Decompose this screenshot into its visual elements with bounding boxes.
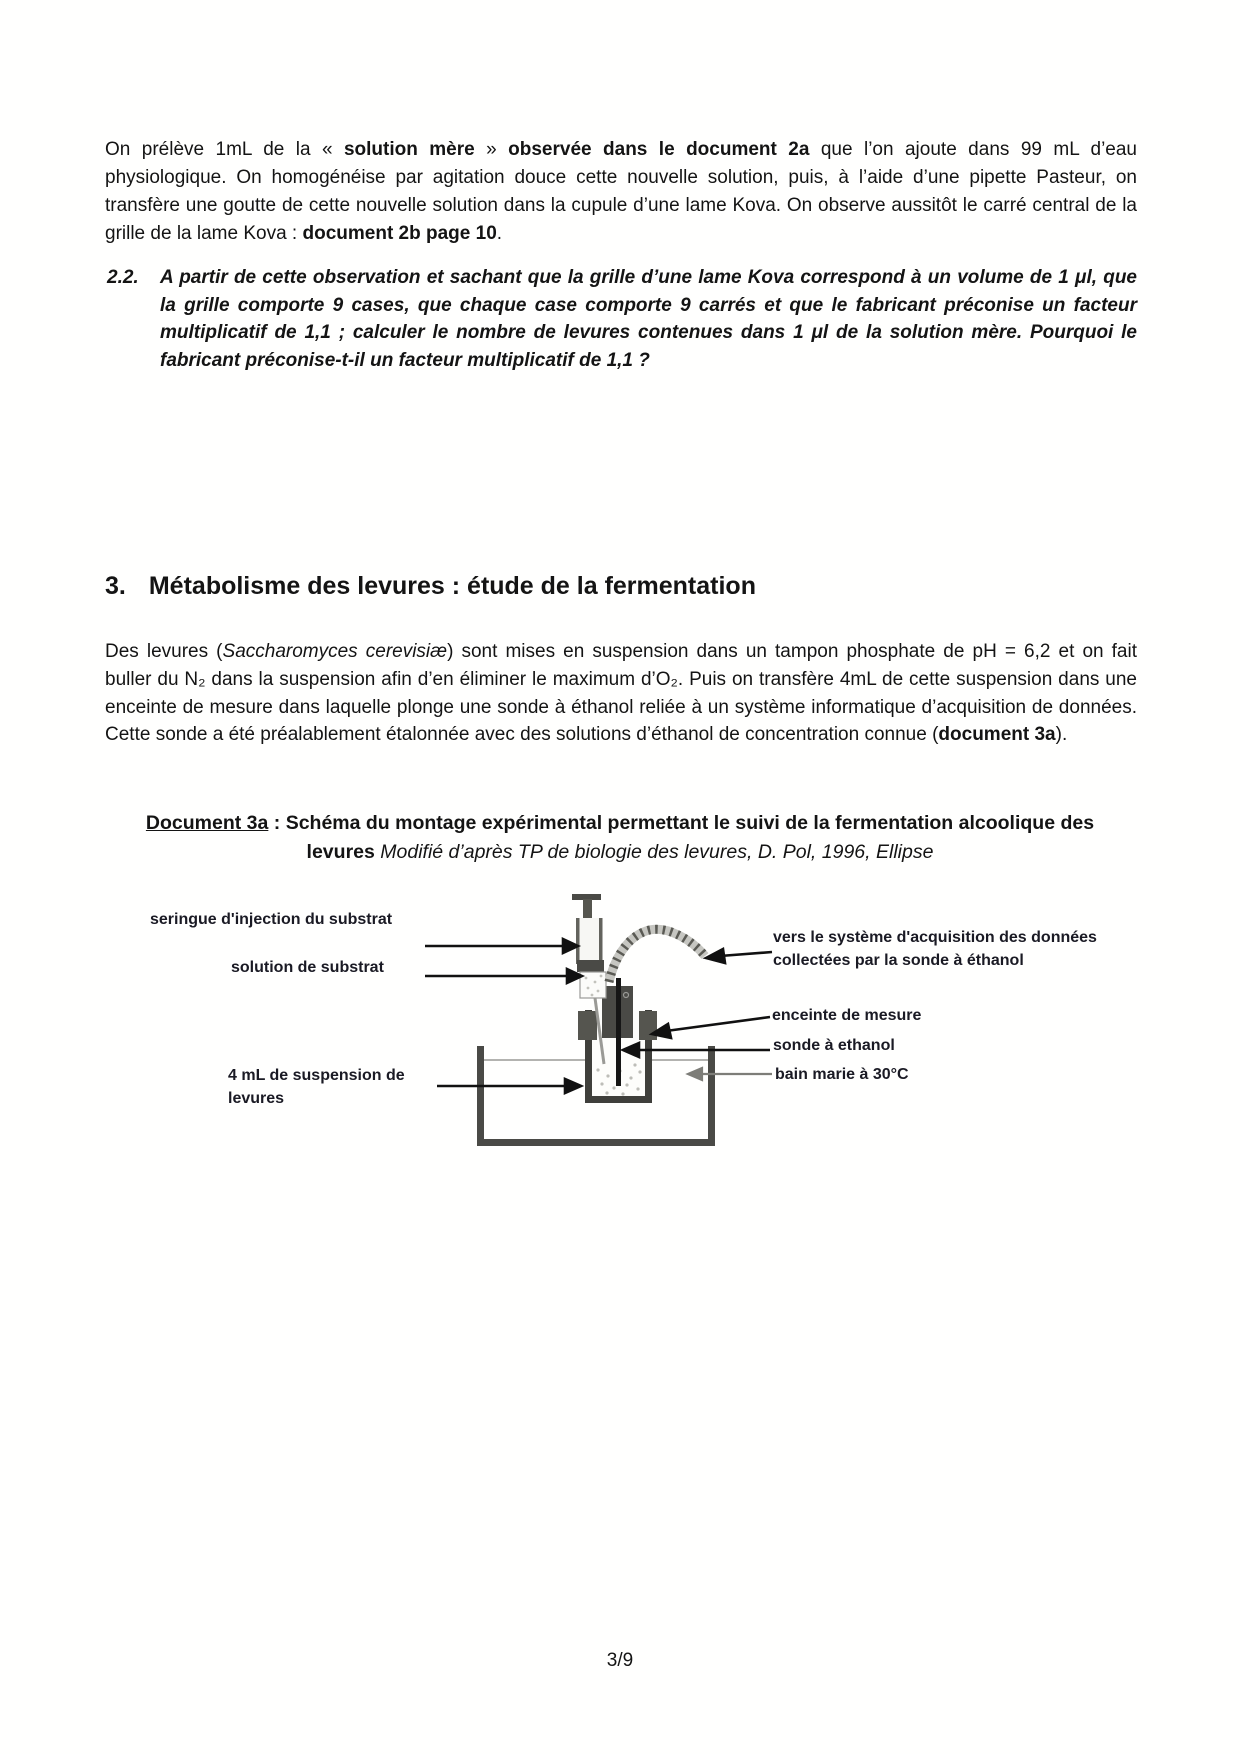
section-3-heading — [105, 571, 1137, 602]
bath-label-arrow — [688, 1068, 772, 1080]
diagram-label-measuring-chamber: enceinte de mesure — [772, 1007, 922, 1024]
question-text: A partir de cette observation et sachant que la grille d’une lame Kova correspond à un volume de 1 μl, que la grille comporte 9 cases, que chaque case comporte 9 carrés et que le fabricant préconise un facteur multiplicatif de 1,1 ; calculer le nombre de levures contenues dans 1 μl de la solution mère. Pourquoi le fabricant préconise-t-il un facteur multiplicatif de 1,1 ? — [160, 267, 1137, 372]
diagram-label-yeast-line1: 4 mL de suspension de — [228, 1067, 405, 1084]
diagram-label-water-bath: bain marie à 30°C — [775, 1066, 909, 1083]
diagram-label-substrate-solution: solution de substrat — [231, 959, 384, 976]
diagram-label-acquisition-system — [773, 926, 1097, 972]
diagram-label-yeast-line2: levures — [228, 1090, 285, 1107]
page-number: 3/9 — [606, 1650, 634, 1671]
question-2-2 — [105, 264, 1137, 375]
diagram-label-acquisition-line1: vers le système d'acquisition des données — [773, 929, 1097, 946]
section-title: Métabolisme des levures : étude de la fermentation — [148, 572, 756, 600]
diagram-label-ethanol-probe: sonde à ethanol — [773, 1037, 895, 1054]
experiment-diagram — [100, 888, 1140, 1200]
section-number: 3. — [105, 572, 126, 600]
document-3a-caption: Document 3a : Schéma du montage expérimental permettant le suivi de la fermentation alcoolique des levures Modifié d’après TP de biologie des levures, D. Pol, 1996, Ellipse — [145, 812, 1095, 863]
question-number: 2.2. — [107, 267, 139, 288]
diagram-label-yeast-suspension — [228, 1064, 405, 1110]
diagram-label-acquisition-line2: collectées par la sonde à éthanol — [773, 952, 1024, 969]
diagram-label-syringe: seringue d'injection du substrat — [150, 911, 393, 928]
intro-paragraph: On prélève 1mL de la « solution mère » observée dans le document 2a que l’on ajoute dans 99 mL d’eau physiologique. On homogénéise par agitation douce cette nouvelle solution, puis, à l’aide d’une pipette Pasteur, on transfère une goutte de cette nouvelle solution dans la cupule d’une lame Kova. On observe aussitôt le carré central de la grille de la lame Kova : document 2b page 10. — [105, 139, 1137, 244]
outlet-tube-drawing — [609, 929, 705, 982]
probe-rod-drawing — [616, 978, 621, 1086]
section-3-paragraph: Des levures (Saccharomyces cerevisiæ) sont mises en suspension dans un tampon phosphate de pH = 6,2 et on fait buller du N₂ dans la suspension afin d’en éliminer le maximum d’O₂. Puis on transfère 4mL de cette suspension dans une enceinte de mesure dans laquelle plonge une sonde à éthanol reliée à un système informatique d’acquisition de données. Cette sonde a été préalablement étalonnée avec des solutions d’éthanol de concentration connue (document 3a). — [105, 641, 1137, 746]
